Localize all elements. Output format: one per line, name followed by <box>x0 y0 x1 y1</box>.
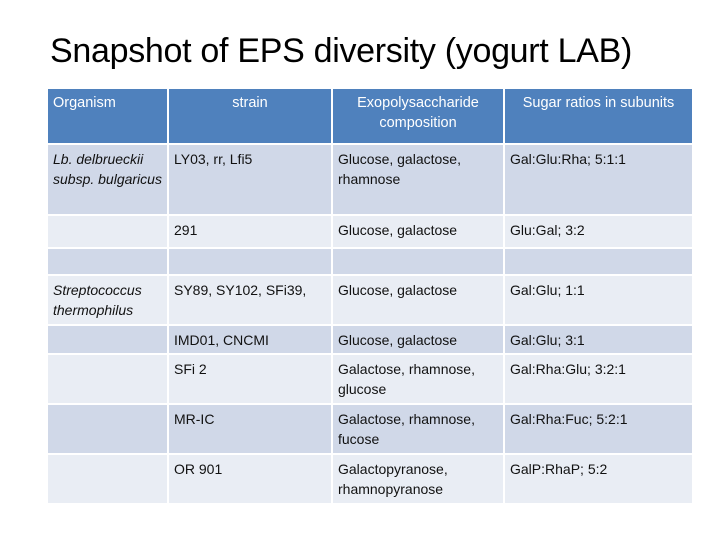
table-header-row <box>48 89 692 145</box>
ratio-cell: GalP:RhaP; 5:2 <box>510 461 608 477</box>
organism-cell <box>48 405 169 455</box>
strain-cell: MR-IC <box>169 405 333 455</box>
table-row <box>48 145 692 216</box>
header-composition: Exopolysaccharide composition <box>333 89 505 145</box>
eps-table <box>48 89 692 505</box>
organism-cell: Lb. delbrueckii subsp. bulgaricus <box>48 145 169 216</box>
table-row <box>48 355 692 405</box>
table-row <box>48 249 692 276</box>
strain-cell: OR 901 <box>169 455 333 505</box>
header-sugar-ratios: Sugar ratios in subunits <box>522 95 675 111</box>
composition-cell: Glucose, galactose <box>333 216 505 249</box>
ratio-cell: Gal:Glu:Rha; 5:1:1 <box>510 151 626 167</box>
strain-cell: IMD01, CNCMI <box>169 326 333 355</box>
strain-cell: 291 <box>169 216 333 249</box>
organism-cell <box>48 455 169 505</box>
header-strain: strain <box>169 89 333 145</box>
table-row <box>48 276 692 326</box>
ratio-cell: Gal:Glu; 1:1 <box>510 282 585 298</box>
composition-cell: Glucose, galactose <box>333 276 505 326</box>
organism-cell <box>48 355 169 405</box>
ratio-cell: Gal:Glu; 3:1 <box>510 332 585 348</box>
composition-cell: Glucose, galactose <box>333 326 505 355</box>
ratio-cell: Gal:Rha:Glu; 3:2:1 <box>510 361 626 377</box>
strain-cell <box>169 249 333 276</box>
composition-cell <box>333 249 505 276</box>
strain-cell: SY89, SY102, SFi39, <box>169 276 333 326</box>
strain-cell: SFi 2 <box>169 355 333 405</box>
composition-cell: Galactopyranose, rhamnopyranose <box>333 455 505 505</box>
table-row <box>48 405 692 455</box>
organism-cell: Streptococcus thermophilus <box>48 276 169 326</box>
header-organism: Organism <box>48 89 169 145</box>
ratio-cell: Gal:Rha:Fuc; 5:2:1 <box>510 411 628 427</box>
composition-cell: Galactose, rhamnose, fucose <box>333 405 505 455</box>
slide-title: Snapshot of EPS diversity (yogurt LAB) <box>50 32 632 70</box>
organism-cell <box>48 249 169 276</box>
composition-cell: Glucose, galactose, rhamnose <box>333 145 505 216</box>
table-row <box>48 216 692 249</box>
composition-cell: Galactose, rhamnose, glucose <box>333 355 505 405</box>
ratio-cell <box>505 249 692 276</box>
table-row <box>48 326 692 355</box>
organism-cell <box>48 326 169 355</box>
strain-cell: LY03, rr, Lfi5 <box>169 145 333 216</box>
organism-cell <box>48 216 169 249</box>
ratio-cell: Glu:Gal; 3:2 <box>510 222 585 238</box>
table-row <box>48 455 692 505</box>
